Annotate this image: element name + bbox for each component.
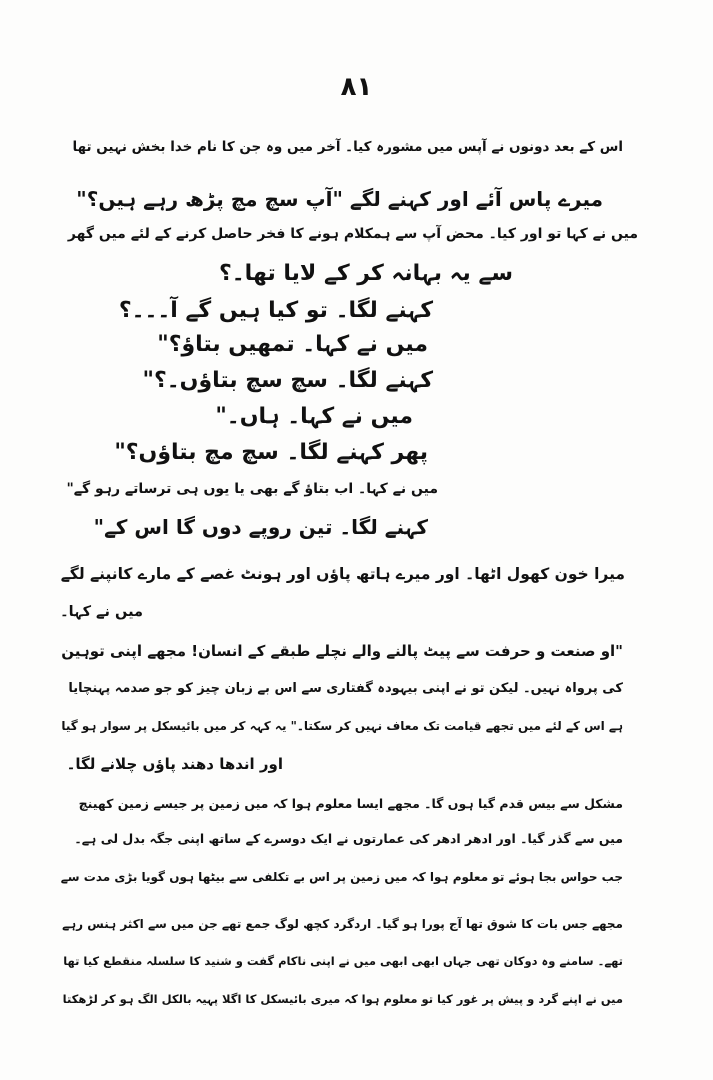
text-line: اور اندھا دھند پاؤں چلانے لگا۔ — [66, 755, 283, 773]
text-line: میں نے کہا۔ تمھیں بتاؤ؟" — [157, 332, 428, 357]
text-line: کی پرواہ نہیں۔ لیکن تو نے اپنی بیہودہ گفتاری سے اس بے زبان چیز کو جو صدمہ پہنچایا — [68, 681, 623, 696]
text-line: میں نے کہا۔ ہاں۔" — [215, 404, 413, 429]
text-line: میرے پاس آئے اور کہنے لگے "آپ سچ مچ پڑھ رہے ہیں؟" — [76, 187, 603, 211]
text-line: اس کے بعد دونوں نے آپس میں مشورہ کیا۔ آخر میں وہ جن کا نام خدا بخش نہیں تھا — [72, 139, 623, 155]
text-line: میں نے کہا۔ اب بتاؤ گے بھی یا یوں ہی ترساتے رہو گے" — [66, 481, 438, 497]
text-line: مشکل سے بیس قدم گیا ہوں گا۔ مجھے ایسا معلوم ہوا کہ میں زمین پر جیسے زمین کھینچ — [78, 796, 623, 811]
text-line: تھے۔ سامنے وہ دوکان تھی جہاں ابھی ابھی میں نے اپنی ناکام گفت و شنید کا سلسلہ منقطع کیا تھا — [63, 954, 623, 968]
page-number: ۸۱ — [340, 72, 373, 102]
text-line: میں نے کہا۔ — [60, 604, 143, 620]
text-line: میرا خون کھول اٹھا۔ اور میرے ہاتھ پاؤں اور ہونٹ غصے کے مارے کانپنے لگے — [60, 565, 625, 583]
text-line: میں نے اپنے گرد و پیش پر غور کیا تو معلوم ہوا کہ میری بائیسکل کا اگلا پہیہ بالکل الگ ہو کر لڑھکتا — [62, 992, 623, 1006]
text-line: کہنے لگا۔ تو کیا ہیں گے آ۔۔۔؟ — [118, 298, 433, 323]
text-line: میں نے کہا تو اور کیا۔ محض آپ سے ہمکلام ہونے کا فخر حاصل کرنے کے لئے میں گھر — [67, 226, 638, 242]
text-line: کہنے لگا۔ تین روپے دوں گا اس کے" — [93, 515, 428, 539]
text-line: سے یہ بہانہ کر کے لایا تھا۔؟ — [219, 261, 513, 286]
text-line: پھر کہنے لگا۔ سچ مچ بتاؤں؟" — [114, 440, 428, 465]
text-line: جب حواس بجا ہوئے تو معلوم ہوا کہ میں زمین پر اس بے تکلفی سے بیٹھا ہوں گویا بڑی مدت سے — [60, 870, 623, 884]
text-line: مجھے جس بات کا شوق تھا آج پورا ہو گیا۔ اردگرد کچھ لوگ جمع تھے جن میں سے اکثر ہنس رہے — [62, 917, 623, 931]
text-line: "او صنعت و حرفت سے پیٹ پالنے والے نچلے طبقے کے انسان! مجھے اپنی توہین — [61, 642, 623, 660]
text-line: کہنے لگا۔ سچ سچ بتاؤں۔؟" — [142, 368, 433, 393]
text-line: ہے اس کے لئے میں تجھے قیامت تک معاف نہیں کر سکتا۔" یہ کہہ کر میں بائیسکل پر سوار ہو گیا — [61, 719, 623, 733]
text-line: میں سے گذر گیا۔ اور ادھر ادھر کی عمارتوں نے ایک دوسرے کے ساتھ اپنی جگہ بدل لی ہے۔ — [74, 831, 623, 846]
